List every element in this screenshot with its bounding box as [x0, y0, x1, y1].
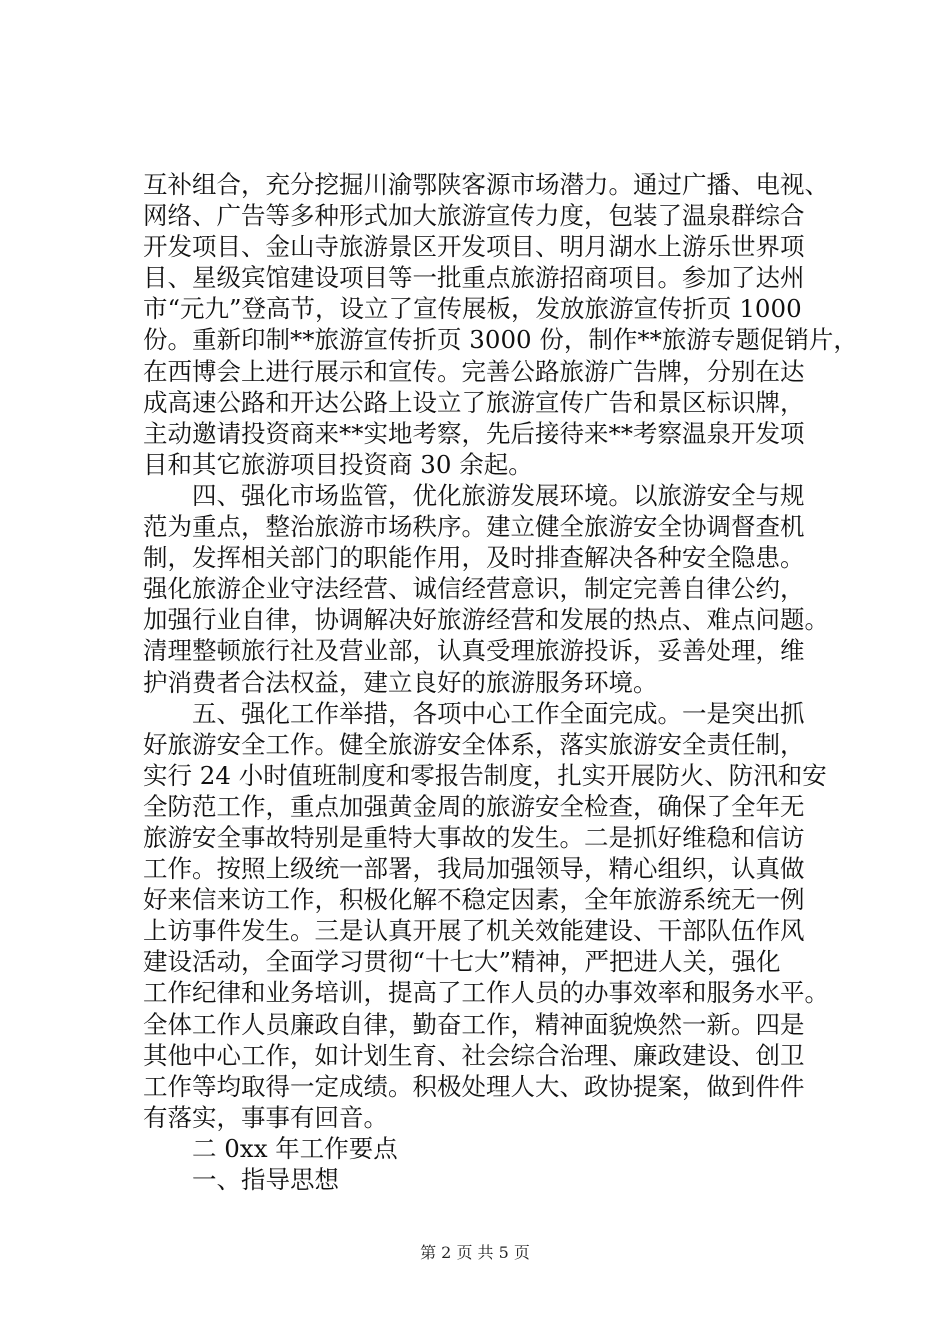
body-line: 份。重新印制**旅游宣传折页 3000 份，制作**旅游专题促销片， [143, 325, 858, 355]
body-line: 市“元九”登高节，设立了宣传展板，发放旅游宣传折页 1000 [143, 294, 802, 324]
body-line: 开发项目、金山寺旅游景区开发项目、明月湖水上游乐世界项 [143, 232, 805, 262]
body-line: 网络、广告等多种形式加大旅游宣传力度，包装了温泉群综合 [143, 201, 805, 231]
body-line: 旅游安全事故特别是重特大事故的发生。二是抓好维稳和信访 [143, 822, 805, 852]
body-line: 其他中心工作，如计划生育、社会综合治理、廉政建设、创卫 [143, 1040, 805, 1070]
document-body [143, 169, 858, 1195]
section-heading-line: 五、强化工作举措，各项中心工作全面完成。一是突出抓 [192, 698, 805, 728]
section-heading-line: 二 0xx 年工作要点 [192, 1133, 398, 1163]
body-line: 有落实，事事有回音。 [143, 1102, 388, 1132]
body-line: 实行 24 小时值班制度和零报告制度，扎实开展防火、防汛和安 [143, 760, 827, 790]
body-line: 工作。按照上级统一部署，我局加强领导，精心组织，认真做 [143, 854, 805, 884]
body-line: 制，发挥相关部门的职能作用，及时排查解决各种安全隐患。 [143, 543, 805, 573]
body-line: 范为重点，整治旅游市场秩序。建立健全旅游安全协调督查机 [143, 512, 805, 542]
body-line: 工作等均取得一定成绩。积极处理人大、政协提案，做到件件 [143, 1071, 805, 1101]
body-line: 在西博会上进行展示和宣传。完善公路旅游广告牌，分别在达 [143, 356, 805, 386]
body-line: 全体工作人员廉政自律，勤奋工作，精神面貌焕然一新。四是 [143, 1009, 805, 1039]
section-heading-line: 四、强化市场监管，优化旅游发展环境。以旅游安全与规 [192, 480, 805, 510]
section-heading-line: 一、指导思想 [192, 1165, 339, 1194]
body-line: 目、星级宾馆建设项目等一批重点旅游招商项目。参加了达州 [143, 263, 805, 293]
body-line: 建设活动，全面学习贯彻“十七大”精神，严把进人关，强化 [143, 947, 781, 977]
body-line: 好来信来访工作，积极化解不稳定因素，全年旅游系统无一例 [143, 885, 805, 915]
body-line: 护消费者合法权益，建立良好的旅游服务环境。 [143, 667, 658, 697]
body-line: 成高速公路和开达公路上设立了旅游宣传广告和景区标识牌， [143, 387, 805, 417]
body-line: 上访事件发生。三是认真开展了机关效能建设、干部队伍作风 [143, 916, 805, 946]
page-number-footer: 第 2 页 共 5 页 [420, 1243, 530, 1262]
body-line: 目和其它旅游项目投资商 30 余起。 [143, 449, 533, 479]
body-line: 强化旅游企业守法经营、诚信经营意识，制定完善自律公约， [143, 574, 805, 604]
body-line: 主动邀请投资商来**实地考察，先后接待来**考察温泉开发项 [143, 418, 805, 448]
body-line: 全防范工作，重点加强黄金周的旅游安全检查，确保了全年无 [143, 791, 805, 821]
body-line: 加强行业自律，协调解决好旅游经营和发展的热点、难点问题。 [143, 605, 829, 635]
body-line: 好旅游安全工作。健全旅游安全体系，落实旅游安全责任制， [143, 729, 805, 759]
body-line: 工作纪律和业务培训，提高了工作人员的办事效率和服务水平。 [143, 978, 829, 1008]
body-line: 互补组合，充分挖掘川渝鄂陕客源市场潜力。通过广播、电视、 [143, 170, 829, 199]
body-line: 清理整顿旅行社及营业部，认真受理旅游投诉，妥善处理，维 [143, 636, 805, 666]
